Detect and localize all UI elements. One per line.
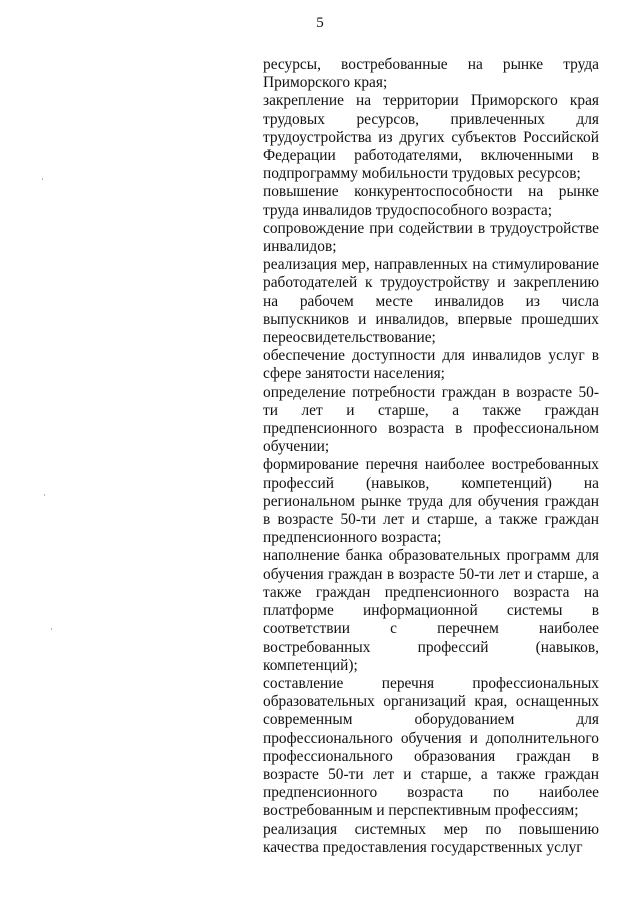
paragraph: определение потребности граждан в возрасте 50-ти лет и старше, а также граждан предпенсионного возраста в профессиональном обучении;: [263, 383, 599, 456]
margin-mark: [42, 178, 43, 180]
paragraph: ресурсы, востребованные на рынке труда Приморского края;: [263, 56, 599, 92]
paragraph: повышение конкурентоспособности на рынке труда инвалидов трудоспособного возраста;: [263, 183, 599, 219]
paragraph: закрепление на территории Приморского края трудовых ресурсов, привлеченных для трудоустройства из других субъектов Российской Федерации работодателями, включенными в подпрограмму мобильности трудовых ресурсов;: [263, 92, 599, 183]
paragraph: формирование перечня наиболее востребованных профессий (навыков, компетенций) на региональном рынке труда для обучения граждан в возрасте 50-ти лет и старше, а также граждан предпенсионного возраста;: [263, 456, 599, 547]
paragraph: сопровождение при содействии в трудоустройстве инвалидов;: [263, 219, 599, 256]
margin-mark: [51, 628, 52, 630]
paragraph: реализация системных мер по повышению качества предоставления государственных услуг: [263, 820, 599, 856]
paragraph: реализация мер, направленных на стимулирование работодателей к трудоустройству и закреплению на рабочем месте инвалидов из числа выпускников и инвалидов, впервые прошедших переосвидетельствование;: [263, 256, 599, 347]
paragraph: составление перечня профессиональных образовательных организаций края, оснащенных современным оборудованием для профессионального обучения и дополнительного профессионального образования граждан в возрасте 50-ти лет и старше, а также граждан предпенсионного возраста по наиболее востребованным и перспективным профессиям;: [263, 674, 599, 820]
document-body: [263, 56, 599, 857]
paragraph: обеспечение доступности для инвалидов услуг в сфере занятости населения;: [263, 347, 599, 383]
margin-mark: [44, 494, 45, 496]
page-number: 5: [316, 15, 324, 31]
paragraph: наполнение банка образовательных программ для обучения граждан в возрасте 50-ти лет и старше, а также граждан предпенсионного возраста на платформе информационной системы в соответствии с перечнем наиболее востребованных профессий (навыков, компетенций);: [263, 547, 599, 674]
